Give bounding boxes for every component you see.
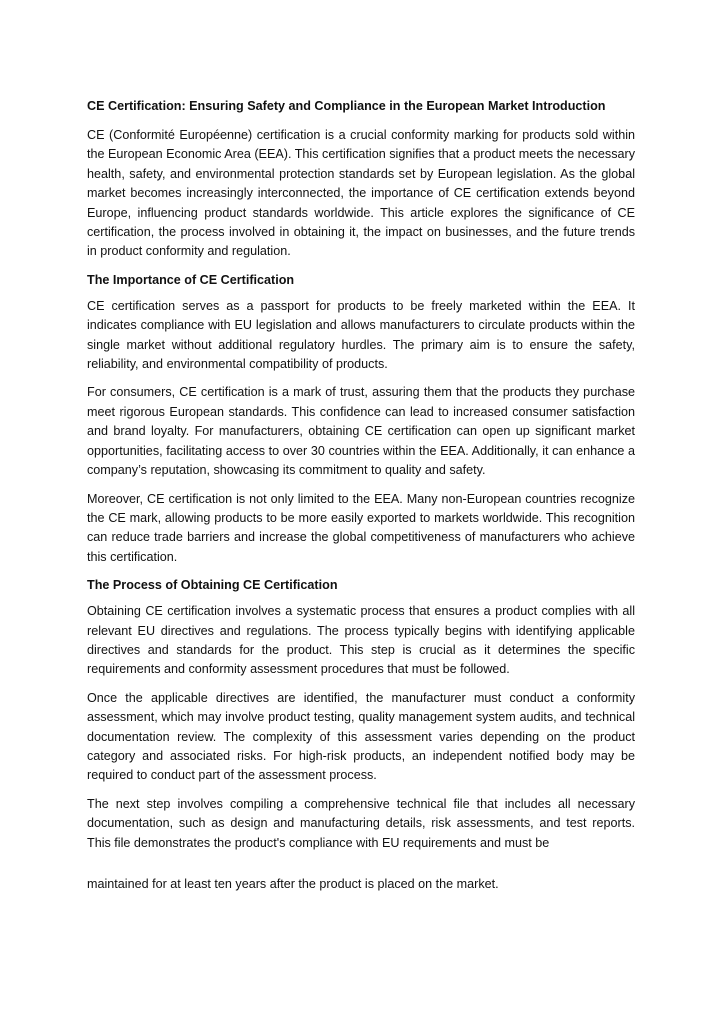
intro-paragraph: CE (Conformité Européenne) certification is a crucial conformity marking for products sold within the European Economic Area (EEA). This certification signifies that a product meets the necessary health, safety, and environmental protection standards set by European legislation. As the global market becomes increasingly interconnected, the importance of CE certification extends beyond Europe, influencing product standards worldwide. This article explores the significance of CE certification, the process involved in obtaining it, the impact on businesses, and the future trends in product conformity and regulation.	[87, 128, 635, 259]
paragraph: CE certification serves as a passport for products to be freely marketed within the EEA. It indicates compliance with EU legislation and allows manufacturers to circulate products within the single market without additional regulatory hurdles. The primary aim is to ensure the safety, reliability, and environmental compatibility of products.	[87, 298, 635, 372]
document-title: CE Certification: Ensuring Safety and Compliance in the European Market Introduction	[87, 99, 606, 113]
section-heading-process: The Process of Obtaining CE Certification	[87, 578, 338, 593]
paragraph: Obtaining CE certification involves a systematic process that ensures a product complies with all relevant EU directives and regulations. The process typically begins with identifying applicable directives and standards for the product. This step is crucial as it determines the specific requirements and conformity assessment procedures that must be followed.	[87, 604, 635, 677]
paragraph: Once the applicable directives are identified, the manufacturer must conduct a conformity assessment, which may involve product testing, quality management system audits, and technical documentation review. The complexity of this assessment varies depending on the product category and associated risks. For high-risk products, an independent notified body may be required to conduct part of the assessment process.	[87, 690, 635, 783]
paragraph: The next step involves compiling a comprehensive technical file that includes all necessary documentation, such as design and manufacturing details, risk assessments, and test reports. This file demonstrates the product's compliance with EU requirements and must be	[87, 796, 635, 850]
document-page	[87, 97, 635, 903]
paragraph-continuation: maintained for at least ten years after the product is placed on the market.	[87, 877, 499, 891]
section-heading-importance: The Importance of CE Certification	[87, 272, 295, 287]
paragraph: For consumers, CE certification is a mark of trust, assuring them that the products they purchase meet rigorous European standards. This confidence can lead to increased consumer satisfaction and brand loyalty. For manufacturers, obtaining CE certification can open up significant market opportunities, facilitating access to over 30 countries within the EEA. Additionally, it can enhance a company’s reputation, showcasing its commitment to quality and safety.	[87, 385, 635, 478]
paragraph: Moreover, CE certification is not only limited to the EEA. Many non-European countries recognize the CE mark, allowing products to be more easily exported to markets worldwide. This recognition can reduce trade barriers and increase the global competitiveness of manufacturers who achieve this certification.	[87, 491, 635, 564]
